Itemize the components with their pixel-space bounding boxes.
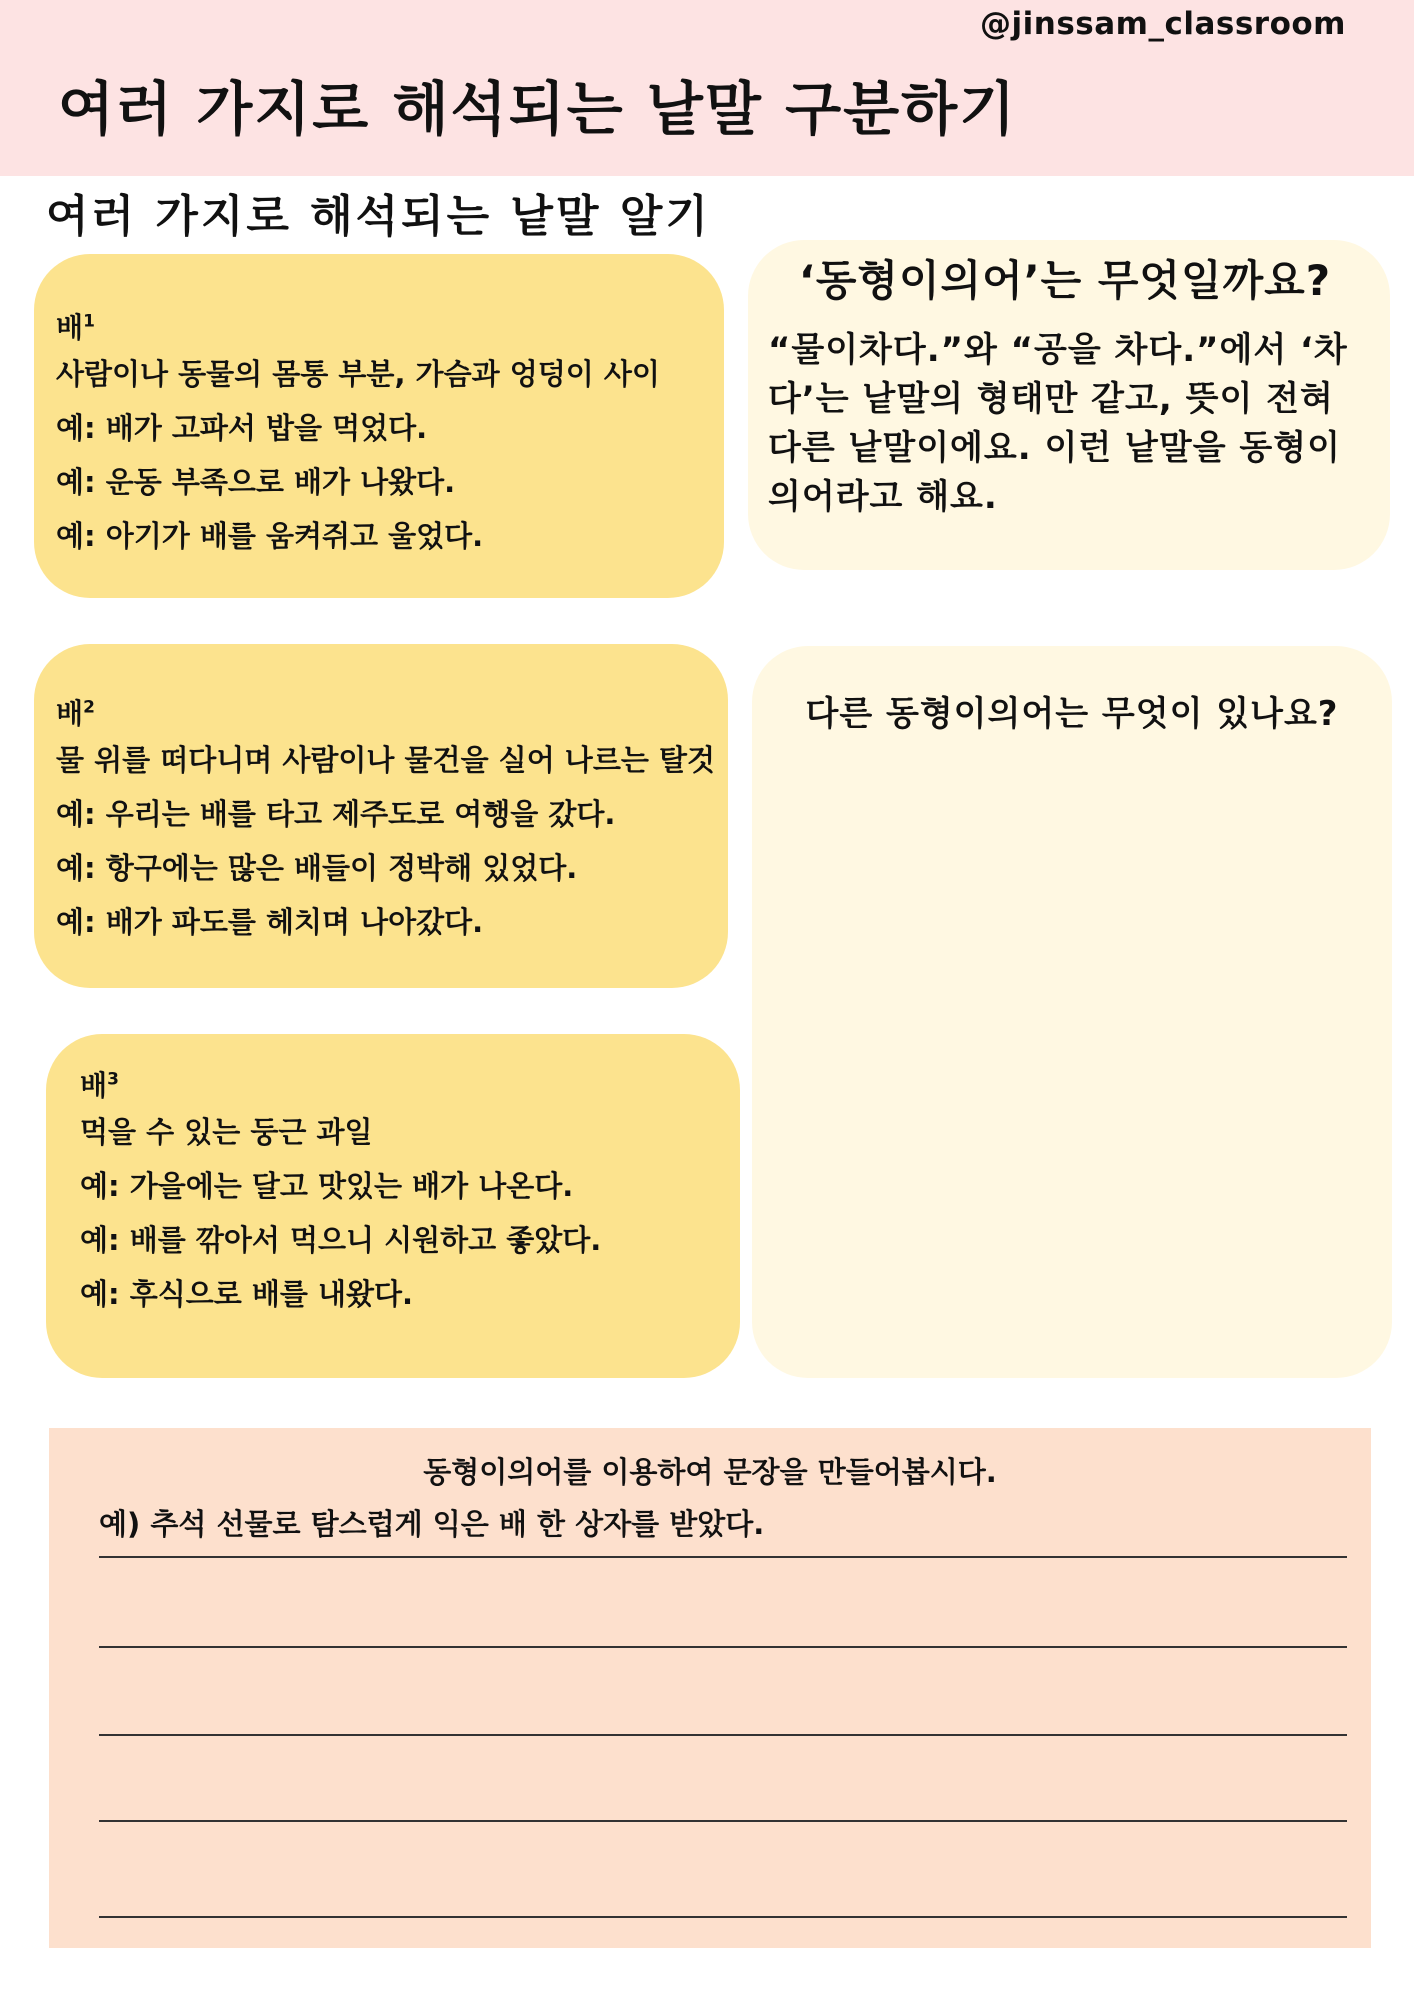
info-box (748, 240, 1390, 570)
card-example: 예: 배가 파도를 헤치며 나아갔다. (56, 905, 484, 939)
card-word: 배$^3$ (80, 1069, 119, 1102)
practice-title: 동형이의어를 이용하여 문장을 만들어봅시다. (423, 1455, 997, 1489)
card-word: 배$^1$ (56, 311, 95, 344)
writing-line[interactable] (99, 1916, 1347, 1918)
definition-card-1 (34, 254, 724, 598)
practice-example: 예) 추석 선물로 탐스럽게 익은 배 한 상자를 받았다. (99, 1507, 765, 1541)
card-example: 예: 배가 고파서 밥을 먹었다. (56, 411, 428, 445)
page-title: 여러 가지로 해석되는 낱말 구분하기 (58, 75, 1018, 143)
answer-box[interactable] (752, 646, 1392, 1378)
writing-line[interactable] (99, 1556, 1347, 1558)
practice-section (49, 1428, 1371, 1948)
writing-line[interactable] (99, 1820, 1347, 1822)
definition-card-3 (46, 1034, 740, 1378)
card-example: 예: 항구에는 많은 배들이 정박해 있었다. (56, 851, 578, 885)
definition-card-2 (34, 644, 728, 988)
card-definition: 사람이나 동물의 몸통 부분, 가슴과 엉덩이 사이 (56, 357, 660, 391)
account-handle: @jinssam_classroom (980, 6, 1346, 42)
section-title: 여러 가지로 해석되는 낱말 알기 (46, 191, 711, 242)
card-example: 예: 우리는 배를 타고 제주도로 여행을 갔다. (56, 797, 616, 831)
writing-line[interactable] (99, 1646, 1347, 1648)
card-example: 예: 후식으로 배를 내왔다. (80, 1277, 414, 1311)
card-definition: 물 위를 떠다니며 사람이나 물건을 실어 나르는 탈것 (56, 743, 715, 777)
card-definition: 먹을 수 있는 둥근 과일 (80, 1115, 373, 1149)
card-example: 예: 가을에는 달고 맛있는 배가 나온다. (80, 1169, 574, 1203)
answer-box-title: 다른 동형이의어는 무엇이 있나요? (805, 694, 1339, 734)
info-title: ‘동형이의어’는 무엇일까요? (798, 256, 1332, 305)
card-example: 예: 배를 깎아서 먹으니 시원하고 좋았다. (80, 1223, 602, 1257)
header-banner (0, 0, 1414, 176)
card-word: 배$^2$ (56, 697, 95, 730)
card-example: 예: 운동 부족으로 배가 나왔다. (56, 465, 456, 499)
card-example: 예: 아기가 배를 움켜쥐고 울었다. (56, 519, 484, 553)
writing-line[interactable] (99, 1734, 1347, 1736)
info-body: “물이차다.”와 “공을 차다.”에서 ‘차다’는 낱말의 형태만 같고, 뜻이 전혀 다른 낱말이에요. 이런 낱말을 동형이의어라고 해요. (768, 330, 1348, 517)
